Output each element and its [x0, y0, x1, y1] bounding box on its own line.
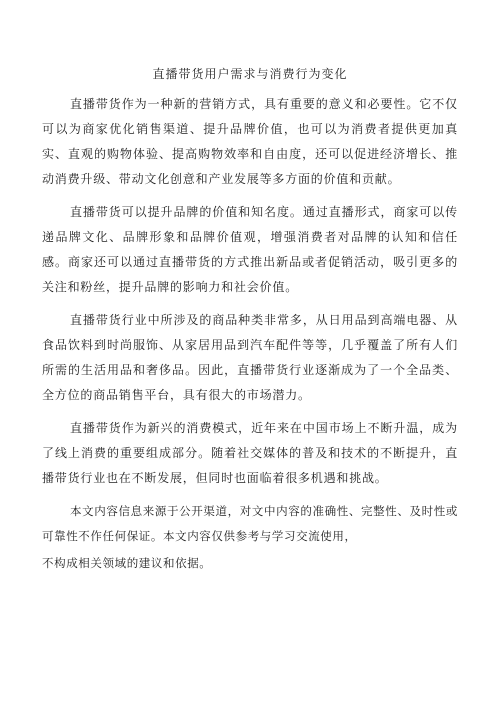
paragraph-3: 直播带货行业中所涉及的商品种类非常多，从日用品到高端电器、从食品饮料到时尚服饰、从家居用品到汽车配件等等，几乎覆盖了所有人们所需的生活用品和奢侈品。因此，直播带货行业逐渐成为了一个全品类、全方位的商品销售平台，具有很大的市场潜力。 [42, 313, 458, 402]
disclaimer-paragraph: 本文内容信息来源于公开渠道，对文中内容的准确性、完整性、及时性或可靠性不作任何保证。本文内容仅供参考与学习交流使用， [42, 504, 458, 543]
document-body [42, 92, 458, 584]
disclaimer-tail: 不构成相关领域的建议和依据。 [42, 556, 212, 570]
paragraph-2: 直播带货可以提升品牌的价值和知名度。通过直播形式，商家可以传递品牌文化、品牌形象和品牌价值观，增强消费者对品牌的认知和信任感。商家还可以通过直播带货的方式推出新品或者促销活动，吸引更多的关注和粉丝，提升品牌的影响力和社会价值。 [42, 205, 458, 294]
document-title: 直播带货用户需求与消费行为变化 [152, 67, 348, 81]
paragraph-1: 直播带货作为一种新的营销方式，具有重要的意义和必要性。它不仅可以为商家优化销售渠道、提升品牌价值，也可以为消费者提供更加真实、直观的购物体验、提高购物效率和自由度，还可以促进经济增长、推动消费升级、带动文化创意和产业发展等多方面的价值和贡献。 [42, 97, 458, 186]
paragraph-4: 直播带货作为新兴的消费模式，近年来在中国市场上不断升温，成为了线上消费的重要组成部分。随着社交媒体的普及和技术的不断提升，直播带货行业也在不断发展，但同时也面临着很多机遇和挑战。 [42, 421, 458, 485]
